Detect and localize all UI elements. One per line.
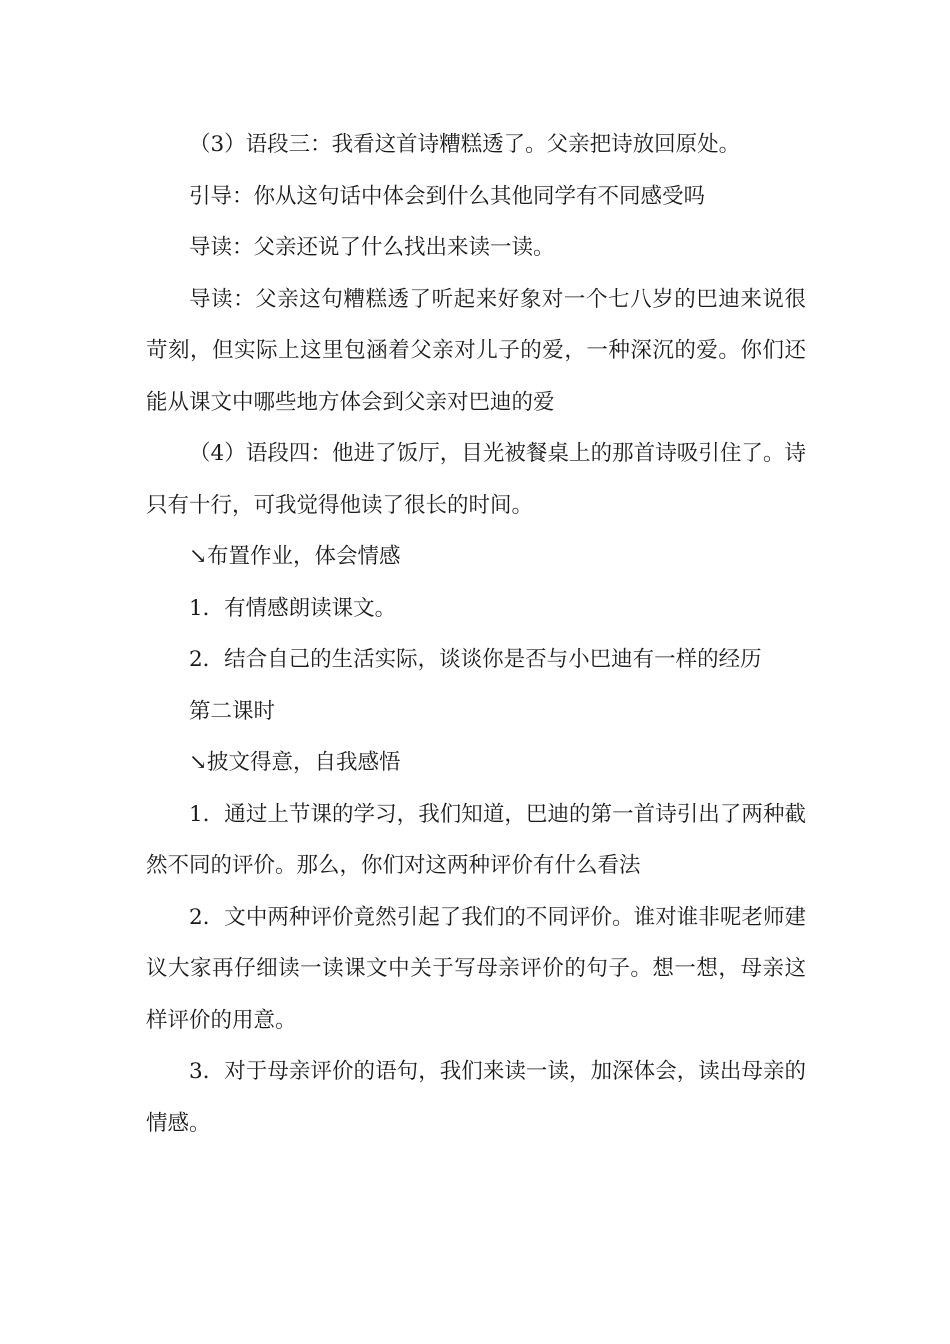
list-item-reflection-1: 1．通过上节课的学习，我们知道，巴迪的第一首诗引出了两种截然不同的评价。那么，你们对这两种评价有什么看法 bbox=[146, 801, 806, 878]
list-item-homework-1: 1．有情感朗读课文。 bbox=[189, 595, 397, 621]
heading-homework: ↘布置作业，体会情感 bbox=[189, 544, 401, 569]
heading-self-reflection: ↘披文得意，自我感悟 bbox=[189, 750, 401, 775]
document-body bbox=[146, 119, 806, 1149]
paragraph-section-4: （4）语段四：他进了饭厅，目光被餐桌上的那首诗吸引住了。诗只有十行，可我觉得他读了很长的时间。 bbox=[146, 441, 806, 518]
list-item-homework-2: 2．结合自己的生活实际，谈谈你是否与小巴迪有一样的经历 bbox=[189, 647, 762, 672]
heading-second-lesson: 第二课时 bbox=[189, 698, 276, 724]
paragraph-guided-reading-2: 导读：父亲这句糟糕透了听起来好象对一个七八岁的巴迪来说很苛刻，但实际上这里包涵着父亲对儿子的爱，一种深沉的爱。你们还能从课文中哪些地方体会到父亲对巴迪的爱 bbox=[146, 286, 806, 415]
paragraph-guided-reading-1: 导读：父亲还说了什么找出来读一读。 bbox=[189, 235, 555, 260]
list-item-reflection-2: 2．文中两种评价竟然引起了我们的不同评价。谁对谁非呢老师建议大家再仔细读一读课文中关于写母亲评价的句子。想一想，母亲这样评价的用意。 bbox=[146, 904, 806, 1033]
list-item-reflection-3: 3．对于母亲评价的语句，我们来读一读，加深体会，读出母亲的情感。 bbox=[146, 1059, 806, 1136]
paragraph-guide-question: 引导：你从这句话中体会到什么其他同学有不同感受吗 bbox=[189, 183, 706, 209]
paragraph-section-3: （3）语段三：我看这首诗糟糕透了。父亲把诗放回原处。 bbox=[189, 132, 741, 157]
